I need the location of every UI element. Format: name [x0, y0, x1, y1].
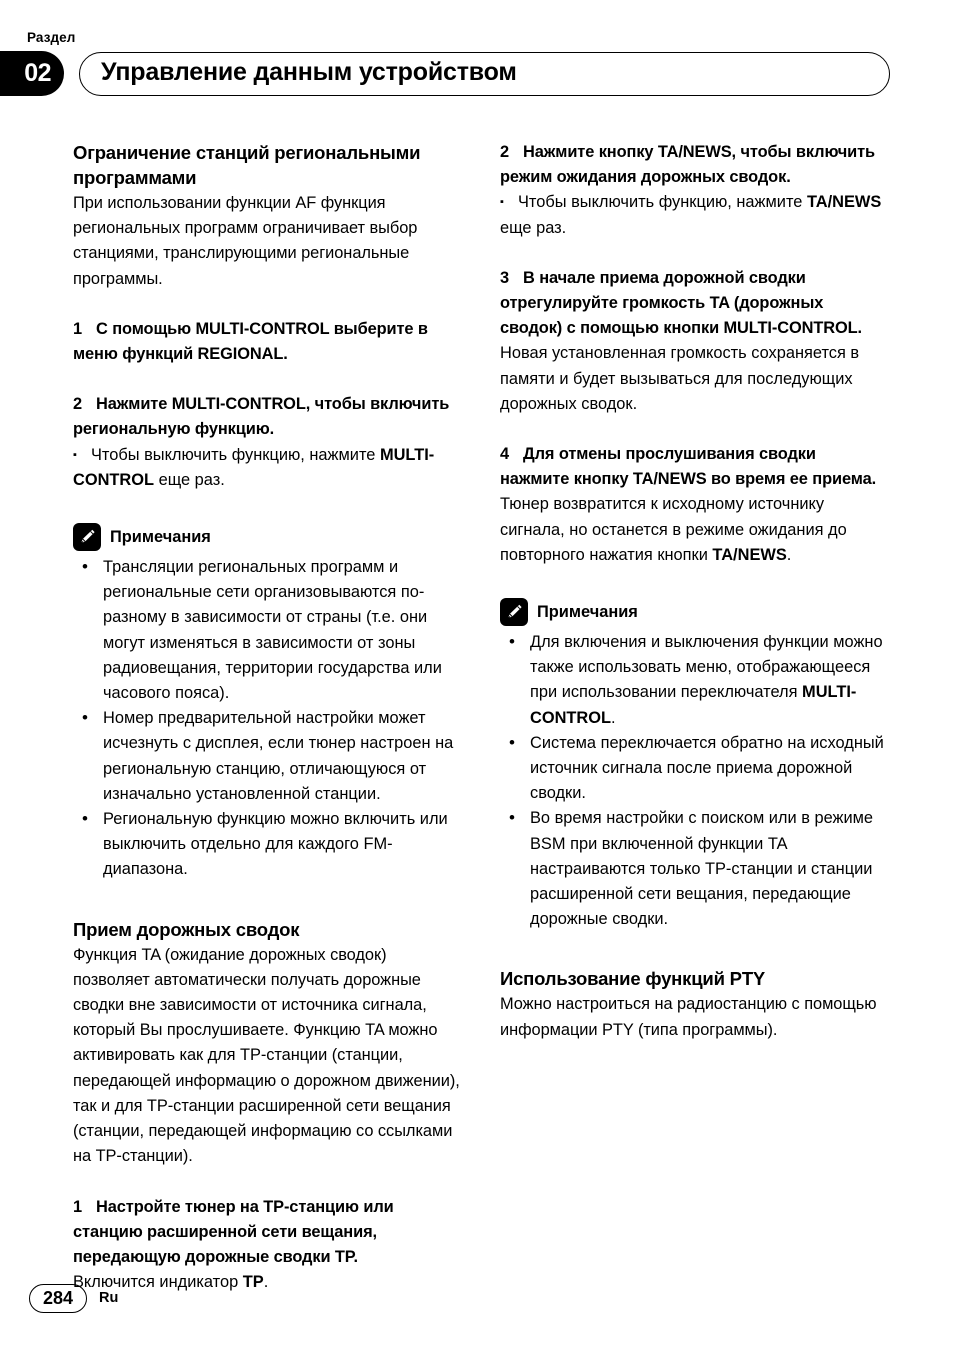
step-regional-2 — [73, 392, 461, 442]
note-text-post: . — [786, 545, 792, 564]
notes-list-right — [500, 630, 888, 932]
heading-traffic-announcements: Прием дорожных сводок — [73, 918, 300, 940]
note-item: • Номер предварительной настройки может исчезнуть с дисплея, если тюнер настроен на региональную станцию, отличающуюся от изначально установленной станции. — [73, 706, 461, 807]
page-footer — [0, 1284, 954, 1324]
note-text-post: . — [611, 708, 616, 727]
note-text-pre: Включится индикатор — [73, 1273, 243, 1292]
note-item: • Система переключается обратно на исходный источник сигнала после приема дорожной сводки. — [500, 731, 888, 807]
step-traffic-2 — [500, 140, 888, 190]
step-text: С помощью MULTI-CONTROL выберите в меню функций REGIONAL. — [73, 319, 428, 364]
substep-text-bold: TA/NEWS — [806, 193, 882, 212]
paragraph-regional-intro: При использовании функции AF функция региональных программ ограничивает выбор станциями, транслирующими региональные программы. — [73, 194, 418, 288]
step-traffic-4-note — [500, 492, 888, 568]
notes-title-left: Примечания — [110, 527, 211, 546]
step-number: 2 — [73, 395, 83, 414]
square-bullet-icon: ▪ — [500, 196, 504, 209]
page-number: 284 — [29, 1284, 87, 1313]
step-traffic-3-note: Новая установленная громкость сохраняется в памяти и будет вызываться для последующих дорожных сводок. — [500, 344, 860, 413]
step-number: 1 — [73, 319, 83, 338]
notes-header-right — [500, 598, 888, 626]
step-traffic-4 — [500, 442, 888, 492]
step-traffic-3 — [500, 266, 888, 342]
note-item: • Региональную функцию можно включить или выключить отдельно для каждого FM-диапазона. — [73, 807, 461, 883]
page-title: Управление данным устройством — [101, 58, 517, 86]
note-text-bold: TP — [242, 1273, 264, 1292]
step-traffic-1 — [73, 1195, 461, 1271]
note-text-pre: Для включения и выключения функции можно также использовать меню, отображающееся при использовании переключателя — [530, 633, 883, 702]
notes-list-left — [73, 555, 461, 883]
step-text: Настройте тюнер на TP-станцию или станцию расширенной сети вещания, передающую дорожные сводки TP. — [73, 1197, 394, 1266]
square-bullet-icon: ▪ — [73, 448, 77, 461]
step-number: 2 — [500, 143, 510, 161]
note-text-post: . — [263, 1273, 269, 1292]
step-text: Для отмены прослушивания сводки нажмите кнопку TA/NEWS во время ее приема. — [500, 445, 877, 489]
right-column — [500, 140, 888, 1043]
step-number: 3 — [500, 268, 510, 287]
notes-header-left — [73, 523, 461, 551]
section-number-badge: 02 — [0, 51, 64, 96]
note-text-pre: Тюнер возвратится к исходному источнику сигнала, но останется в режиме ожидания до повторного нажатия кнопки — [500, 495, 847, 564]
paragraph-pty-intro: Можно настроиться на радиостанцию с помощью информации PTY (типа программы). — [500, 995, 877, 1039]
note-item: • Во время настройки с поиском или в режиме BSM при включенной функции TA настраиваются только TP-станции и станции расширенной сети вещания, передающие дорожные сводки. — [500, 806, 888, 932]
substep-text-post: еще раз. — [500, 218, 567, 237]
substep-text-pre: Чтобы выключить функцию, нажмите — [518, 193, 807, 212]
step-regional-1 — [73, 317, 461, 367]
step-number: 4 — [500, 445, 510, 464]
paragraph-traffic-intro: Функция TA (ожидание дорожных сводок) позволяет автоматически получать дорожные сводки вне зависимости от источника сигнала, который Вы прослушиваете. Функцию TA можно активировать как для TP-станции (станции, передающей информацию о дорожном движении), так и для TP-станции расширенной сети вещания (станции, передающей информацию со ссылками на TP-станции). — [73, 945, 460, 1166]
step-text: В начале приема дорожной сводки отрегулируйте громкость TA (дорожных сводок) с помощью кнопки MULTI-CONTROL. — [500, 268, 862, 338]
note-text-bold: MULTI-CONTROL — [530, 683, 857, 727]
substep-traffic-2 — [500, 190, 888, 240]
language-code: Ru — [99, 1290, 119, 1306]
substep-regional-2 — [73, 443, 461, 493]
heading-pty-functions: Использование функций PTY — [500, 968, 766, 990]
step-text: Нажмите кнопку TA/NEWS, чтобы включить режим ожидания дорожных сводок. — [500, 143, 876, 187]
pencil-note-icon — [73, 523, 101, 551]
step-text: Нажмите MULTI-CONTROL, чтобы включить региональную функцию. — [73, 395, 450, 439]
notes-title-right: Примечания — [537, 602, 638, 621]
heading-regional-restriction: Ограничение станций региональными программами — [73, 142, 421, 188]
step-number: 1 — [73, 1197, 83, 1216]
note-text-bold: TA/NEWS — [712, 545, 787, 564]
substep-text-bold: MULTI-CONTROL — [73, 445, 435, 489]
substep-text-pre: Чтобы выключить функцию, нажмите — [91, 445, 380, 464]
note-item — [500, 630, 888, 731]
pencil-note-icon — [500, 598, 528, 626]
page-header — [0, 30, 954, 108]
left-column — [73, 140, 461, 1295]
section-label: Раздел — [27, 30, 76, 45]
note-item: • Трансляции региональных программ и региональные сети организовываются по-разному в зависимости от страны (т.е. они могут изменяться в зависимости от зоны радиовещания, территории государства или часового пояса). — [73, 555, 461, 706]
substep-text-post: еще раз. — [154, 470, 225, 489]
